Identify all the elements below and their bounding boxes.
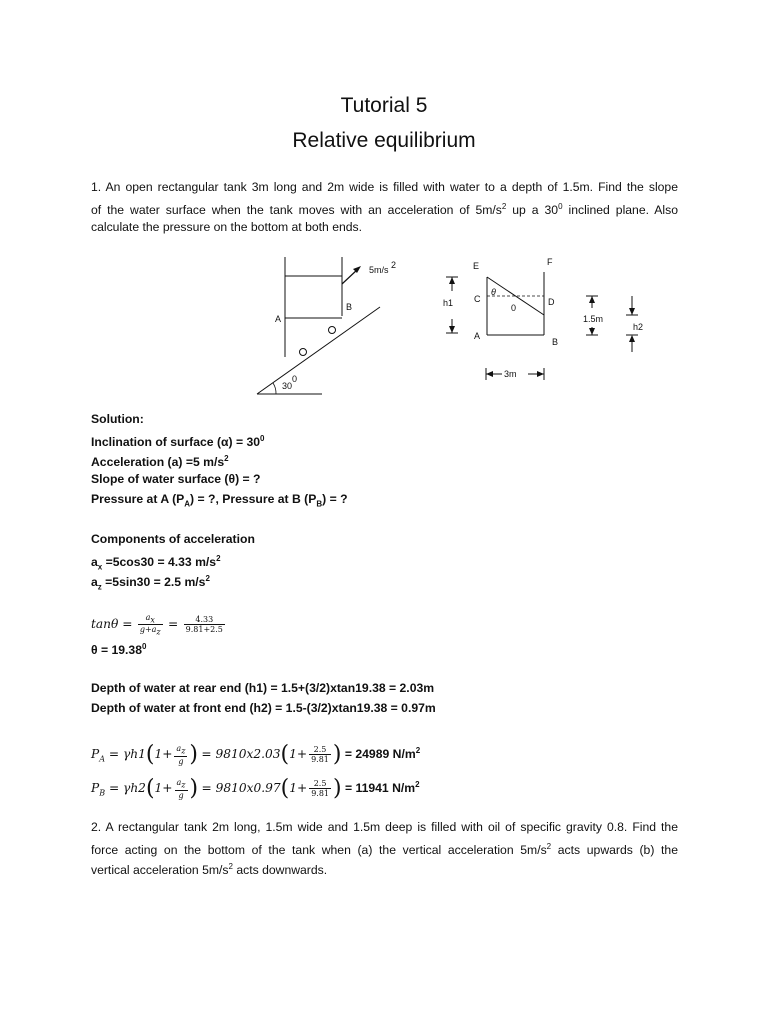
point-b-label: B: [346, 302, 353, 312]
problem2-line1: 2. A rectangular tank 2m long, 1.5m wide and 1.5m deep is filled with oil of specific gravity 0.8. Find the: [91, 820, 678, 834]
problem1-line3: calculate the pressure on the bottom at both ends.: [91, 220, 363, 234]
h2-label: h2: [633, 322, 644, 332]
pressure-question-line: Pressure at A $(P_A)$ = ?, Pressure at B $(P_B)$ = ?: [91, 492, 348, 509]
solution-heading: Solution:: [91, 412, 144, 426]
incline-angle-label: 30: [282, 381, 293, 391]
h2-line: Depth of water at front end (h2) = 1.5-(3/2)xtan19.38 = 0.97m: [91, 701, 436, 715]
point-a2-label: A: [474, 331, 481, 341]
slope-line: Slope of water surface (θ) = ?: [91, 472, 261, 486]
az-line: $a_z =5\sin 30 = 2.5$ $m/s^2$: [91, 574, 210, 592]
page-title: Tutorial 5: [340, 94, 428, 117]
point-e-label: E: [473, 261, 480, 271]
problem2-line3: vertical acceleration $5m/s^2$ acts downwards.: [91, 862, 328, 878]
tan-equation: tanθ = $\frac{a_x}{g+a_z}$ = $\frac{4.33}{9.81+2.5}$: [91, 612, 223, 637]
point-f-label: F: [547, 257, 553, 267]
inclination-line: Inclination of surface $(\alpha) = 30^0$: [91, 434, 265, 450]
problem2-line2: force acting on the bottom of the tank when (a) the vertical acceleration $5m/s^2$ acts upwards (b) the: [91, 842, 678, 858]
theta-label: θ: [491, 287, 496, 297]
problem1-line2: of the water surface when the tank moves with an acceleration of $5m/s^2$ up a $30^0$ inclined plane. Also: [91, 202, 678, 218]
point-a-label: A: [275, 314, 282, 324]
incline-angle-sup: 0: [292, 374, 298, 384]
inclined-tank-figure: [250, 252, 430, 402]
point-d-label: D: [548, 297, 555, 307]
h1-line: Depth of water at rear end (h1) = 1.5+(3/2)xtan19.38 = 2.03m: [91, 681, 435, 695]
depth-label: 1.5m: [583, 314, 604, 324]
pa-equation: $P_A = \gamma h1(1+$ $\frac{a_z}{g}$ ) = 9810x2.03(1+ $\frac{2.5}{9.81}$ ) = 24989 $N/m^2$: [91, 741, 421, 767]
acceleration-label: 5m/s: [369, 265, 389, 275]
components-heading: Components of acceleration: [91, 532, 255, 546]
free-surface-figure: [430, 255, 660, 390]
theta-result-line: $\theta = 19.38^0$: [91, 642, 147, 658]
h1-label: h1: [443, 298, 454, 308]
width-label: 3m: [504, 369, 517, 379]
page-subtitle: Relative equilibrium: [292, 129, 476, 152]
point-c-label: C: [474, 294, 481, 304]
pb-equation: $P_B = \gamma h2(1+$ $\frac{a_z}{g}$ ) = 9810x0.97(1+ $\frac{2.5}{9.81}$ ) = 11941 $N/m^2$: [91, 775, 420, 801]
point-o-label: 0: [511, 303, 517, 313]
problem1-line1: 1. An open rectangular tank 3m long and 2m wide is filled with water to a depth of 1.5m. Find the slope: [91, 180, 678, 194]
point-b2-label: B: [552, 337, 559, 347]
acceleration-line: Acceleration (a) =5 $m/s^2$: [91, 454, 229, 470]
ax-line: $a_x =5\cos 30 = 4.33$ $m/s^2$: [91, 554, 221, 572]
acceleration-sup: 2: [391, 260, 397, 270]
